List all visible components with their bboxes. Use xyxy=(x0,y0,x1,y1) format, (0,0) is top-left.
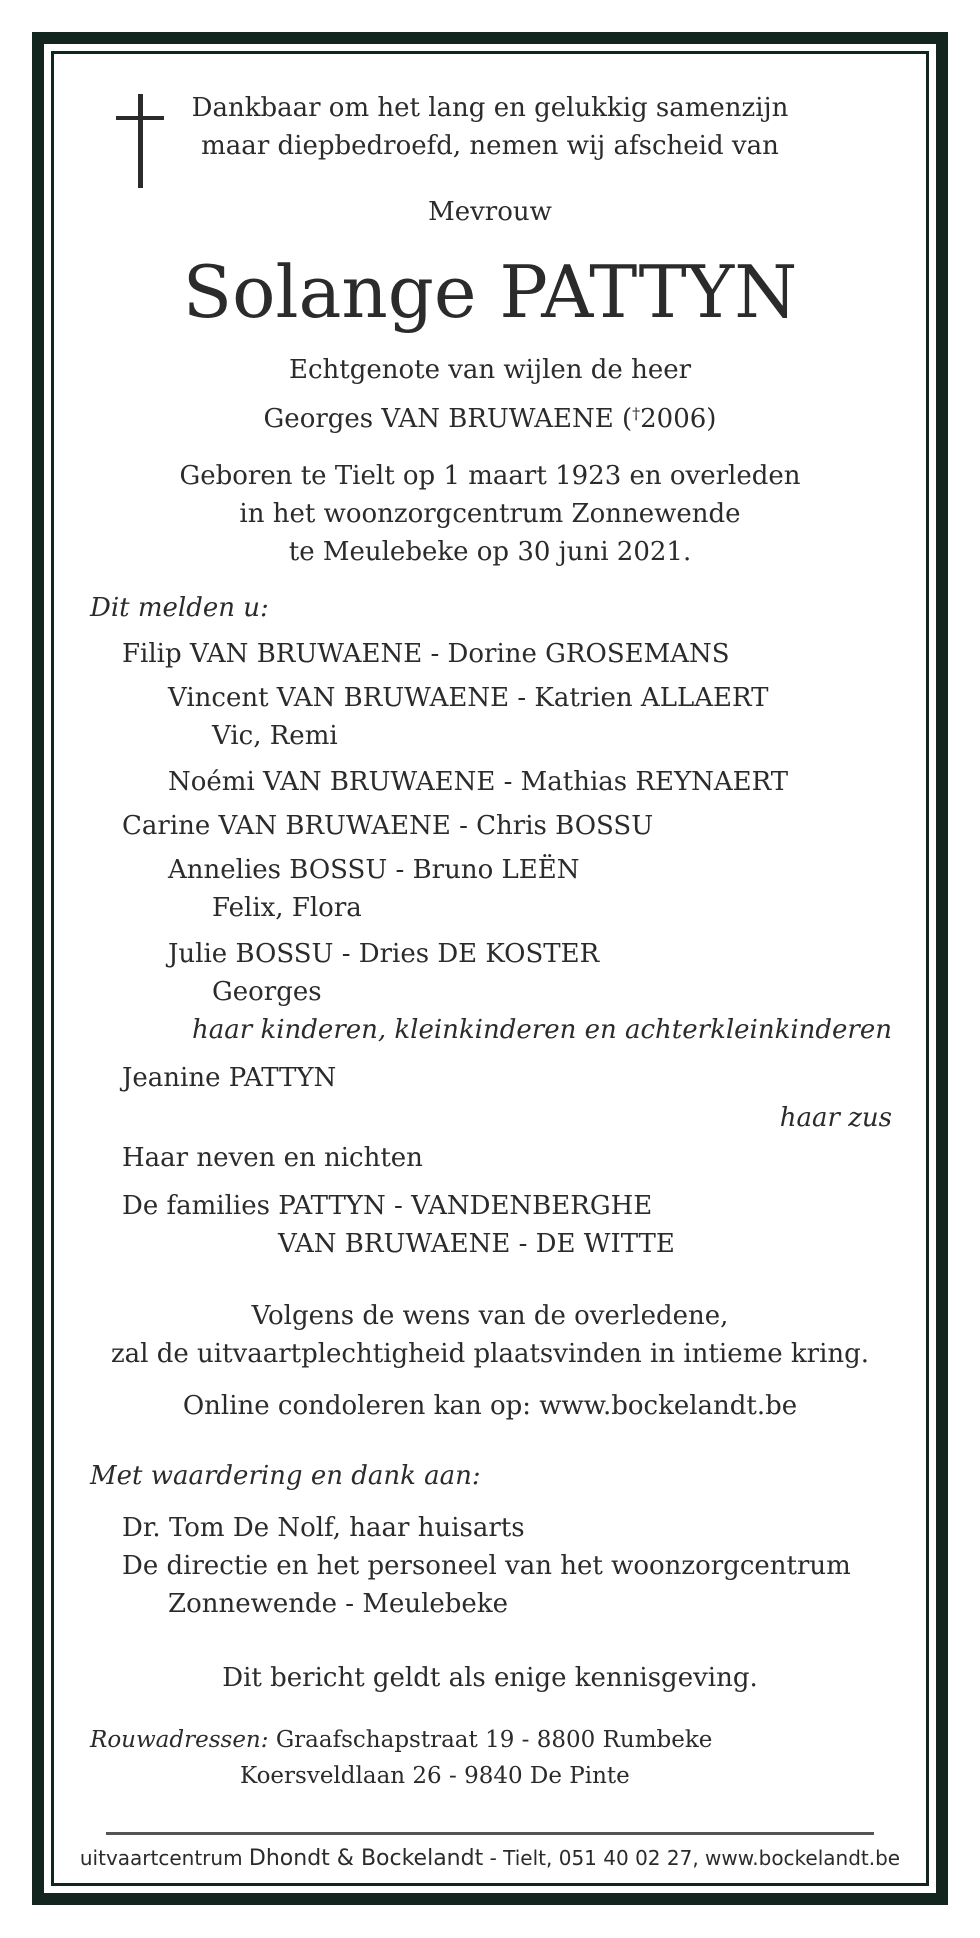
spouse-name: Georges VAN BRUWAENE ( xyxy=(263,404,633,434)
salutation: Mevrouw xyxy=(428,197,552,227)
intro-line-2: maar diepbedroefd, nemen wij afscheid van xyxy=(201,131,779,161)
condolence-line: Online condoleren kan op: www.bockelandt.be xyxy=(182,1391,798,1421)
family-line: Filip VAN BRUWAENE - Dorine GROSEMANS xyxy=(122,639,730,669)
birth-line-2: in het woonzorgcentrum Zonnewende xyxy=(239,499,741,529)
wish-line-2: zal de uitvaartplechtigheid plaatsvinden in intieme kring. xyxy=(110,1339,870,1369)
thanks-line: Dr. Tom De Nolf, haar huisarts xyxy=(122,1513,525,1543)
family-line: Vincent VAN BRUWAENE - Katrien ALLAERT xyxy=(168,683,769,713)
address-1: Graafschapstraat 19 - 8800 Rumbeke xyxy=(275,1727,713,1753)
families-line-1: De families PATTYN - VANDENBERGHE xyxy=(122,1191,653,1221)
footer-suffix: - Tielt, 051 40 02 27, www.bockelandt.be xyxy=(483,1846,901,1870)
family-line: Carine VAN BRUWAENE - Chris BOSSU xyxy=(122,811,654,841)
spouse-line-1: Echtgenote van wijlen de heer xyxy=(288,355,692,385)
nephews-line: Haar neven en nichten xyxy=(122,1143,423,1173)
addresses-label: Rouwadressen: xyxy=(90,1727,269,1753)
sister-line: Jeanine PATTYN xyxy=(122,1063,337,1093)
footer-separator xyxy=(106,1832,874,1835)
birth-line-3: te Meulebeke op 30 juni 2021. xyxy=(288,537,692,567)
thanks-line: De directie en het personeel van het woonzorgcentrum xyxy=(122,1551,851,1581)
thanks-line: Zonnewende - Meulebeke xyxy=(168,1589,508,1619)
intro-line-1: Dankbaar om het lang en gelukkig samenzijn xyxy=(191,93,789,123)
addresses-line-1 xyxy=(90,1724,712,1756)
notice-line: Dit bericht geldt als enige kennisgeving. xyxy=(222,1663,758,1693)
family-line: Noémi VAN BRUWAENE - Mathias REYNAERT xyxy=(168,767,789,797)
spouse-line-2 xyxy=(0,398,980,435)
family-line: Georges xyxy=(212,977,322,1007)
footer-company: Dhondt & Bockelandt xyxy=(248,1846,484,1871)
death-cross-icon: † xyxy=(632,404,641,423)
family-line: Annelies BOSSU - Bruno LEËN xyxy=(168,855,580,885)
wish-line-1: Volgens de wens van de overledene, xyxy=(251,1301,729,1331)
thanks-heading: Met waardering en dank aan: xyxy=(90,1461,481,1491)
family-line: Vic, Remi xyxy=(212,721,338,751)
relation-sister: haar zus xyxy=(779,1103,892,1133)
family-line: Felix, Flora xyxy=(212,893,362,923)
deceased-name: Solange PATTYN xyxy=(182,250,798,334)
spouse-year: 2006) xyxy=(640,404,717,434)
birth-line-1: Geboren te Tielt op 1 maart 1923 en overleden xyxy=(179,461,801,491)
footer-prefix: uitvaartcentrum xyxy=(79,1846,249,1870)
families-line-2: VAN BRUWAENE - DE WITTE xyxy=(278,1229,675,1259)
family-line: Julie BOSSU - Dries DE KOSTER xyxy=(168,939,600,969)
footer xyxy=(0,1845,980,1872)
relation-children: haar kinderen, kleinkinderen en achterkleinkinderen xyxy=(192,1015,892,1045)
announce-heading: Dit melden u: xyxy=(90,593,269,623)
address-2: Koersveldlaan 26 - 9840 De Pinte xyxy=(240,1763,630,1789)
